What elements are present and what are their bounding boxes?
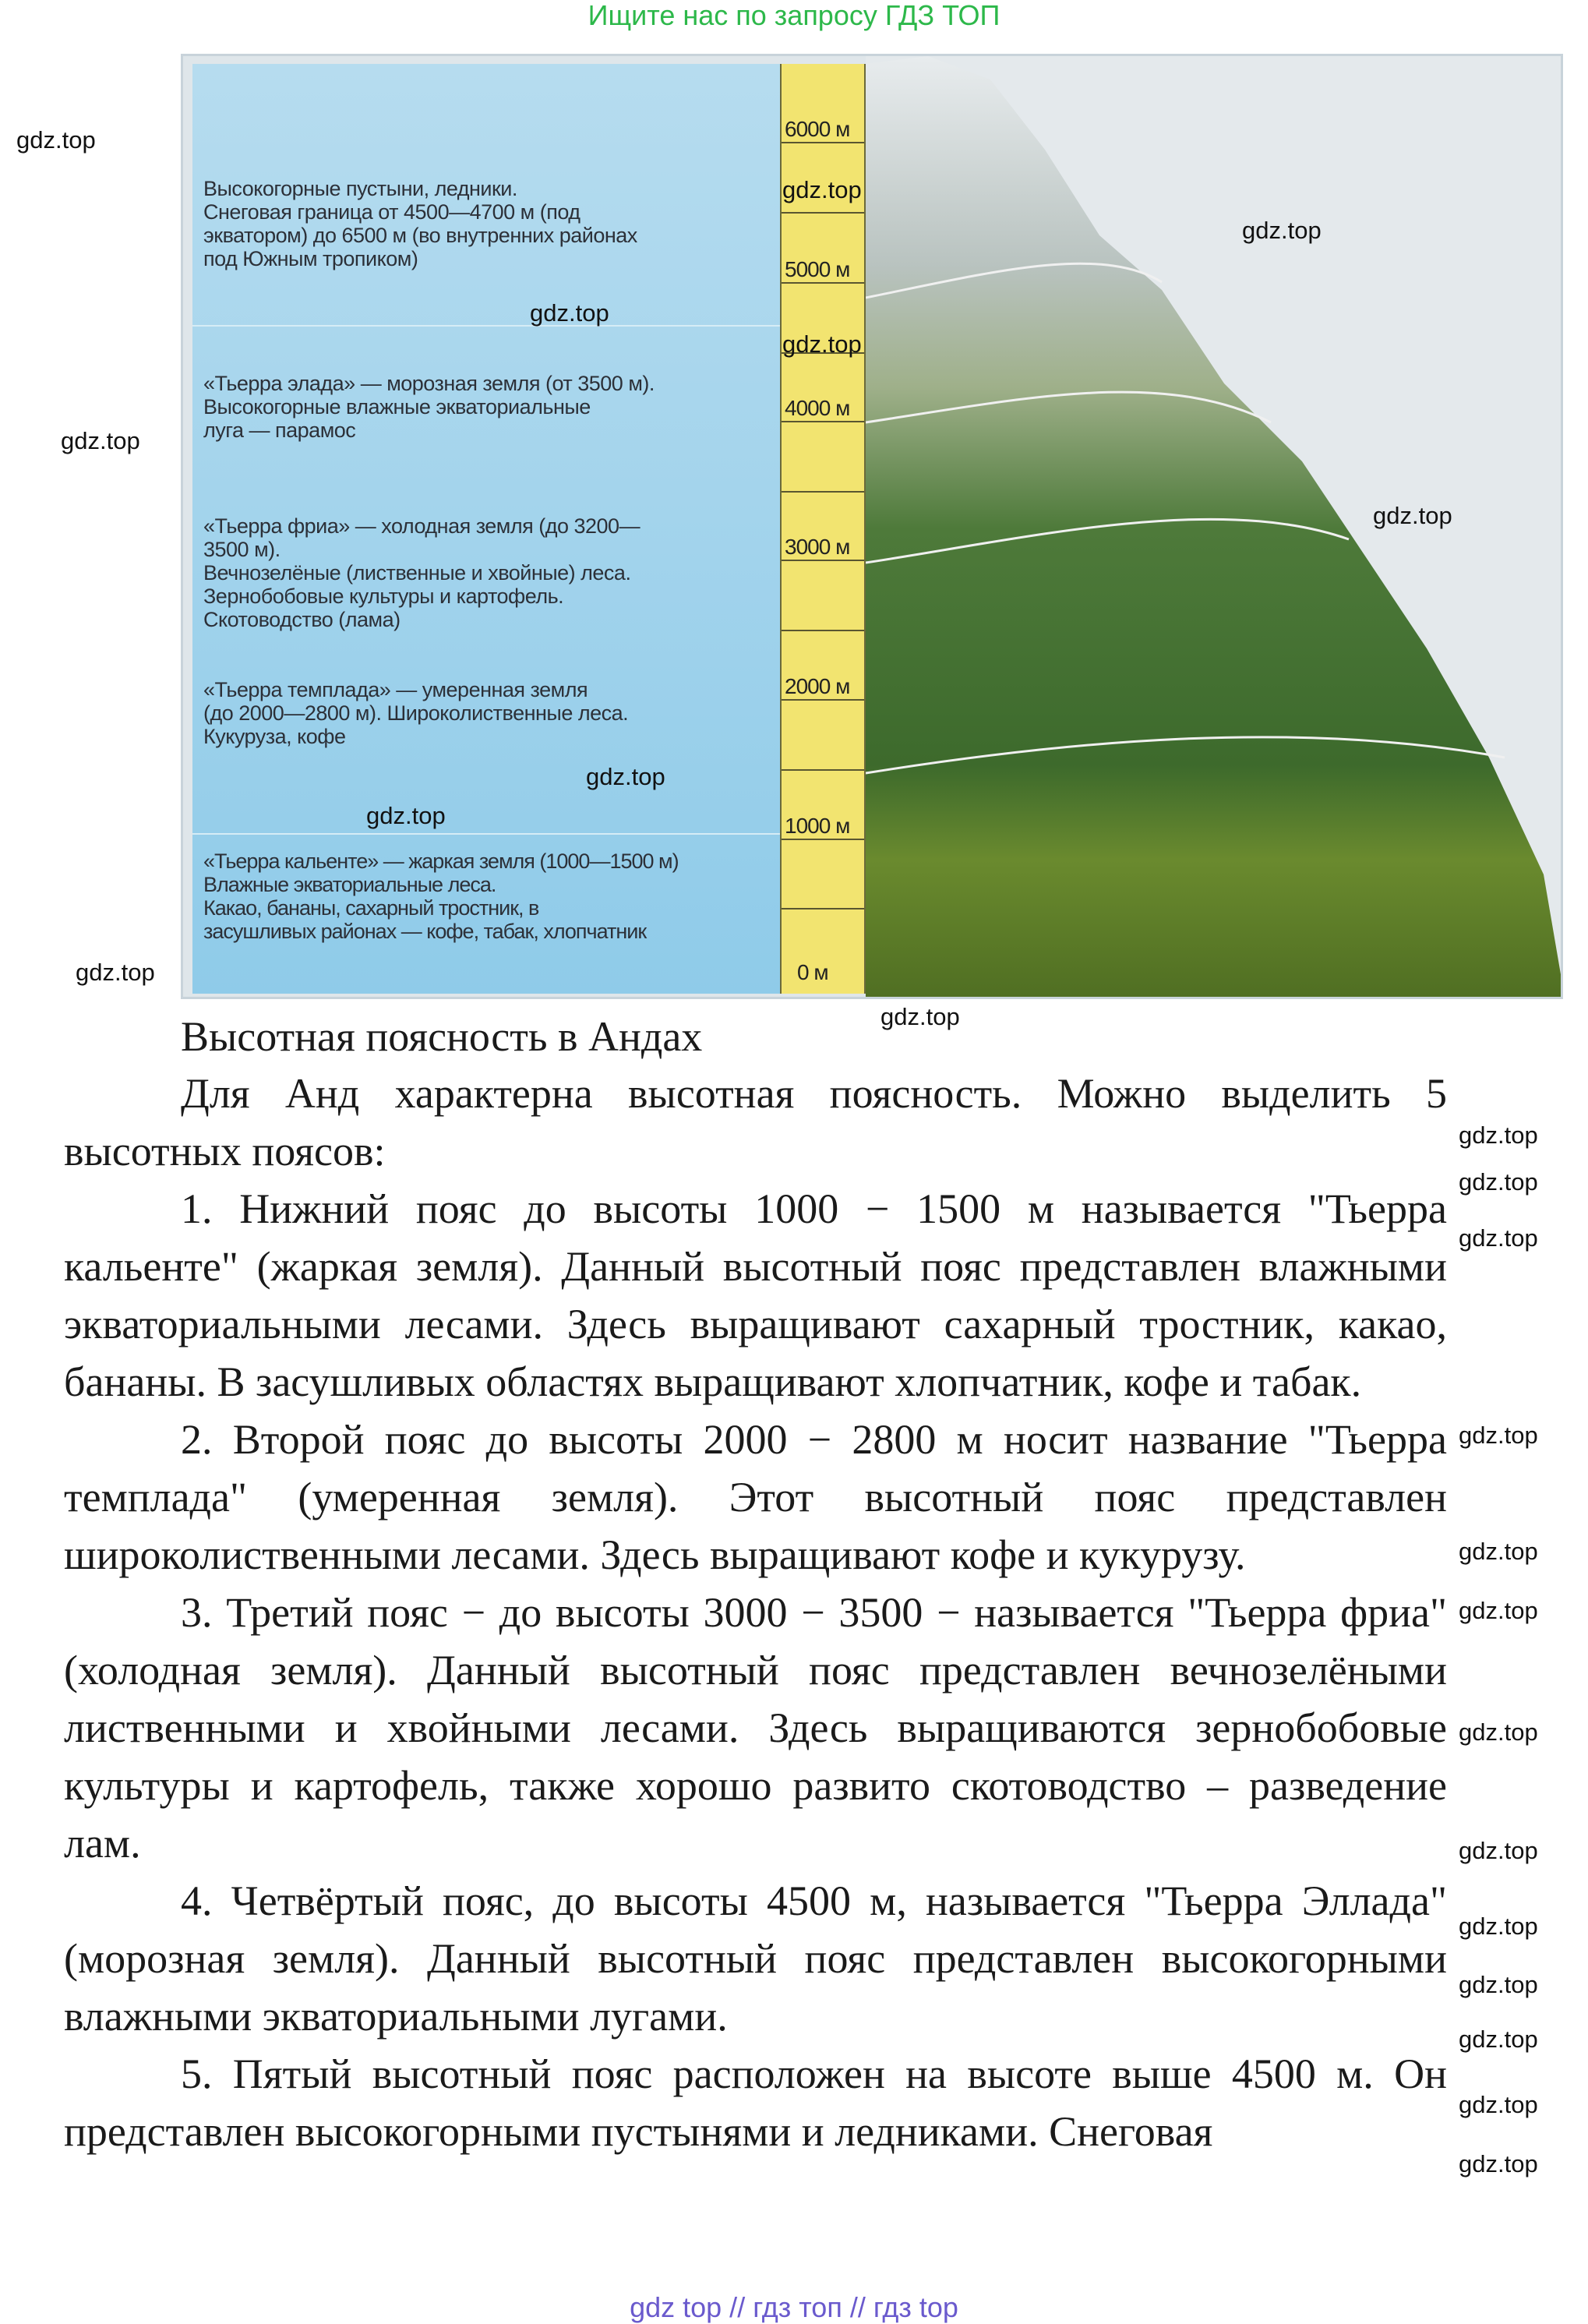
mountain-illustration — [866, 56, 1563, 999]
watermark: gdz.top — [530, 299, 609, 327]
scale-label-6000: 6000 м — [785, 117, 850, 141]
scale-label-5000: 5000 м — [785, 257, 850, 281]
zone-line: «Тьерра кальенте» — жаркая земля (1000—1500 м) — [203, 849, 679, 873]
zone-line: Высокогорные влажные экваториальные — [203, 395, 591, 419]
zone-line: под Южным тропиком) — [203, 247, 418, 270]
watermark: gdz.top — [1459, 2091, 1538, 2118]
zone-line: засушливых районах — кофе, табак, хлопчатник — [203, 920, 647, 943]
scale-label-0: 0 м — [797, 960, 828, 984]
zone-line: Высокогорные пустыни, ледники. — [203, 177, 517, 200]
scale-label-3000: 3000 м — [785, 535, 850, 559]
scale-label-1000: 1000 м — [785, 814, 850, 838]
watermark: gdz.top — [1373, 502, 1452, 529]
watermark: gdz.top — [1459, 1971, 1538, 1998]
paragraph-belt-2: 2. Второй пояс до высоты 2000 − 2800 м носит название "Тьерра темплада" (умеренная земля). Этот высотный пояс представлен широколиственными лесами. Здесь выращивают кофе и кукурузу. — [64, 1416, 1447, 1578]
watermark: gdz.top — [1459, 1913, 1538, 1940]
header-note: Ищите нас по запросу ГДЗ ТОП — [588, 0, 1000, 31]
watermark: gdz.top — [1459, 1538, 1538, 1565]
watermark: gdz.top — [76, 959, 155, 986]
zone-line: Влажные экваториальные леса. — [203, 873, 496, 896]
zone-desc-tierra-templada — [203, 678, 777, 748]
zone-line: экватором) до 6500 м (во внутренних районах — [203, 224, 637, 247]
zone-line: (до 2000—2800 м). Широколиственные леса. — [203, 701, 629, 725]
answer-text — [64, 1065, 1447, 2160]
zone-line: Снеговая граница от 4500—4700 м (под — [203, 200, 581, 224]
zone-line: Вечнозелёные (лиственные и хвойные) леса. — [203, 561, 631, 585]
paragraph-belt-4: 4. Четвёртый пояс, до высоты 4500 м, называется "Тьерра Эллада" (морозная земля). Данный высотный пояс представлен высокогорными влажными экваториальными лугами. — [64, 1877, 1447, 2040]
paragraph-intro: Для Анд характерна высотная поясность. Можно выделить 5 высотных поясов: — [64, 1070, 1447, 1174]
watermark: gdz.top — [1459, 1837, 1538, 1864]
divider — [192, 833, 780, 835]
andes-altitude-figure — [181, 54, 1563, 999]
paragraph-belt-5: 5. Пятый высотный пояс расположен на высоте выше 4500 м. Он представлен высокогорными пустынями и ледниками. Снеговая — [64, 2050, 1447, 2155]
zone-desc-tierra-caliente — [203, 849, 777, 943]
watermark: gdz.top — [880, 1003, 960, 1030]
zone-desc-glaciers — [203, 177, 777, 270]
divider — [192, 325, 780, 327]
scale-label-4000: 4000 м — [785, 396, 850, 420]
watermark: gdz.top — [1459, 2150, 1538, 2177]
zone-desc-tierra-fria — [203, 514, 777, 631]
watermark: gdz.top — [61, 427, 140, 454]
paragraph-belt-3: 3. Третий пояс − до высоты 3000 − 3500 − называется "Тьерра фриа" (холодная земля). Данный высотный пояс представлен вечнозелёными лиственными и хвойными лесами. Здесь выращиваются зернобобовые культуры и картофель, также хорошо развито скотоводство – разведение лам. — [64, 1589, 1447, 1867]
zone-line: «Тьерра темплада» — умеренная земля — [203, 678, 588, 701]
scale-label-2000: 2000 м — [785, 674, 850, 698]
zone-line: Зернобобовые культуры и картофель. — [203, 585, 564, 608]
watermark: gdz.top — [1459, 1224, 1538, 1252]
watermark: gdz.top — [1459, 2026, 1538, 2053]
zone-descriptions-panel — [192, 64, 780, 994]
watermark: gdz.top — [1459, 1718, 1538, 1746]
watermark: gdz.top — [366, 802, 446, 829]
zone-line: «Тьерра элада» — морозная земля (от 3500 м). — [203, 372, 655, 395]
watermark: gdz.top — [1459, 1597, 1538, 1624]
watermark: gdz.top — [586, 763, 665, 790]
zone-line: Скотоводство (лама) — [203, 608, 401, 631]
zone-line: 3500 м). — [203, 538, 281, 561]
figure-caption: Высотная поясность в Андах — [181, 1013, 703, 1060]
watermark: gdz.top — [16, 126, 96, 154]
zone-line: Кукуруза, кофе — [203, 725, 346, 748]
watermark: gdz.top — [782, 330, 862, 358]
footer-links[interactable]: gdz top // гдз топ // гдз top — [630, 2291, 958, 2323]
watermark: gdz.top — [1459, 1422, 1538, 1449]
watermark: gdz.top — [1242, 217, 1322, 244]
zone-desc-tierra-helada — [203, 372, 777, 442]
paragraph-belt-1: 1. Нижний пояс до высоты 1000 − 1500 м называется "Тьерра кальенте" (жаркая земля). Данный высотный пояс представлен влажными экваториальными лесами. Здесь выращивают сахарный тростник, какао, бананы. В засушливых областях выращивают хлопчатник, кофе и табак. — [64, 1185, 1447, 1405]
watermark: gdz.top — [1459, 1168, 1538, 1196]
watermark: gdz.top — [782, 176, 862, 203]
watermark: gdz.top — [1459, 1121, 1538, 1149]
zone-line: «Тьерра фриа» — холодная земля (до 3200— — [203, 514, 640, 538]
zone-line: Какао, бананы, сахарный тростник, в — [203, 896, 539, 920]
zone-line: луга — парамос — [203, 419, 356, 442]
